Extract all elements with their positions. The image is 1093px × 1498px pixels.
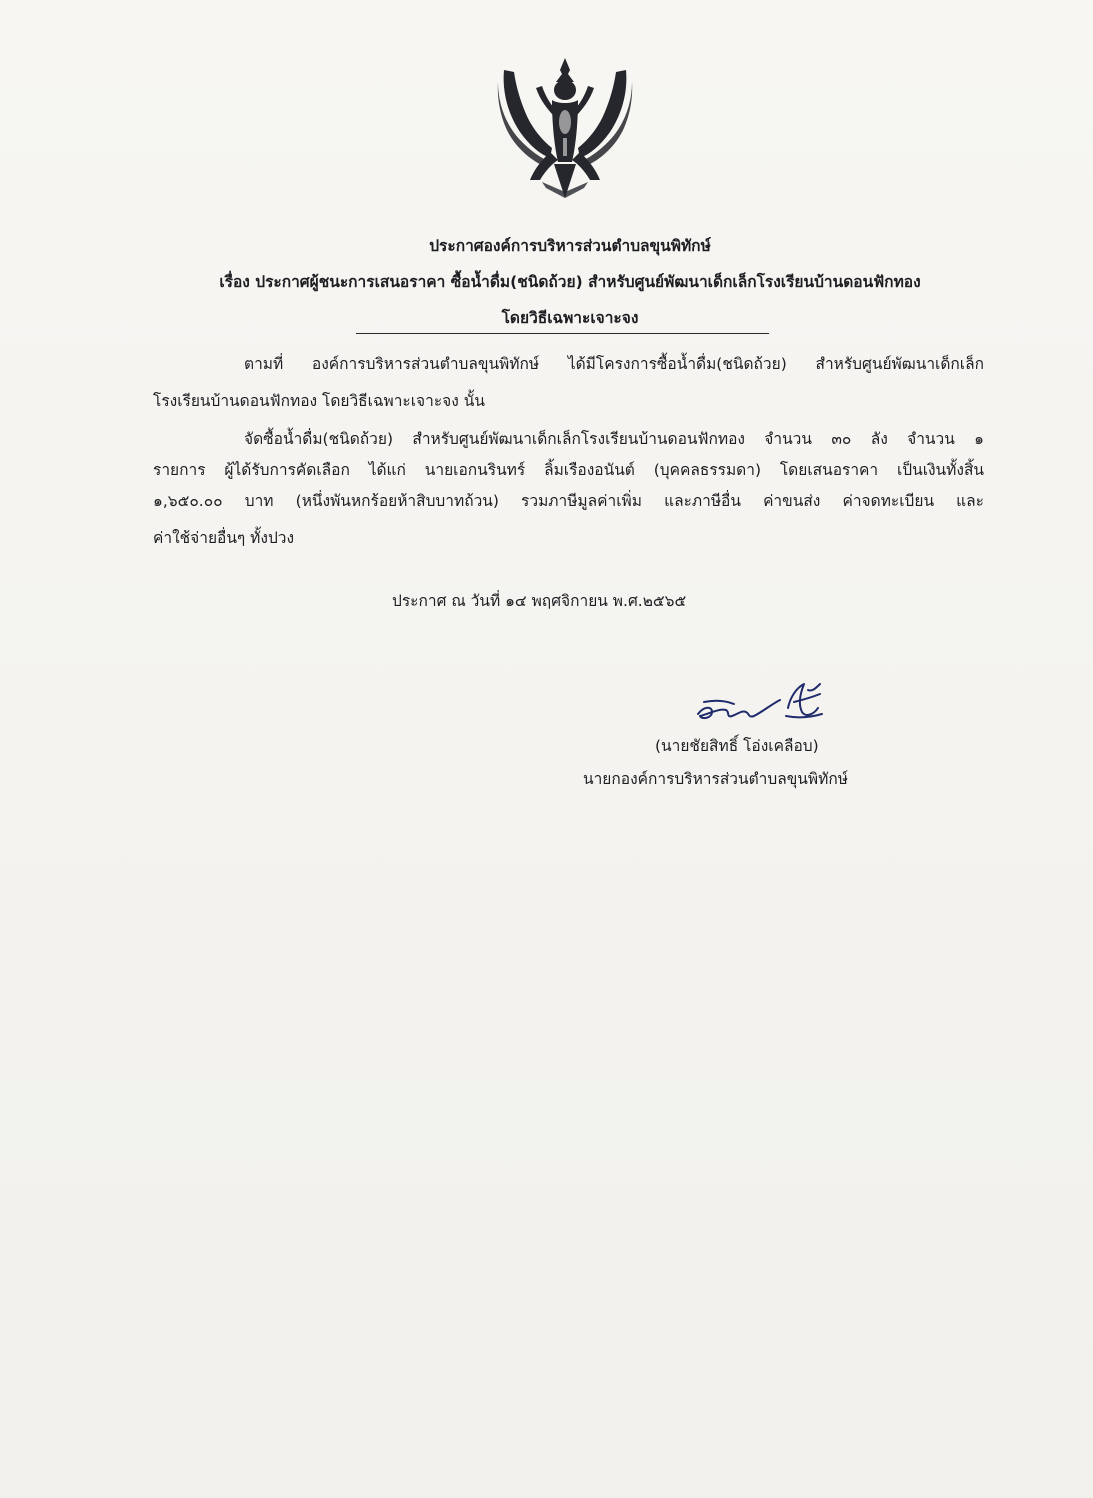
paragraph-2-line-2: รายการ ผู้ได้รับการคัดเลือก ได้แก่ นายเอกนรินทร์ ลิ้มเรืองอนันต์ (บุคคลธรรมดา) โดยเสนอราคา เป็นเงินทั้งสิ้น	[153, 461, 984, 479]
garuda-emblem-icon	[494, 52, 636, 202]
announcement-title	[140, 228, 1000, 336]
title-divider	[356, 333, 769, 334]
title-method: โดยวิธีเฉพาะเจาะจง	[501, 309, 639, 327]
paragraph-2-line-1: จัดซื้อน้ำดื่ม(ชนิดถ้วย) สำหรับศูนย์พัฒนาเด็กเล็กโรงเรียนบ้านดอนฟักทอง จำนวน ๓๐ ลัง จำนวน ๑	[244, 430, 984, 448]
announcement-date: ประกาศ ณ วันที่ ๑๔ พฤศจิกายน พ.ศ.๒๕๖๕	[392, 592, 687, 610]
paragraph-2-line-4: ค่าใช้จ่ายอื่นๆ ทั้งปวง	[153, 529, 295, 547]
signer-name: (นายชัยสิทธิ์ โอ่งเคลือบ)	[655, 737, 819, 755]
signer-position: นายกองค์การบริหารส่วนตำบลขุนพิทักษ์	[583, 770, 848, 788]
title-subject: เรื่อง ประกาศผู้ชนะการเสนอราคา ซื้อน้ำดื่ม(ชนิดถ้วย) สำหรับศูนย์พัฒนาเด็กเล็กโรงเรียนบ้านดอนฟักทอง	[219, 273, 921, 291]
paragraph-1-line-2: โรงเรียนบ้านดอนฟักทอง โดยวิธีเฉพาะเจาะจง นั้น	[153, 392, 485, 410]
paragraph-1-line-1: ตามที่ องค์การบริหารส่วนตำบลขุนพิทักษ์ ได้มีโครงการซื้อน้ำดื่ม(ชนิดถ้วย) สำหรับศูนย์พัฒนาเด็กเล็ก	[244, 355, 984, 373]
paragraph-2-line-3: ๑,๖๕๐.๐๐ บาท (หนึ่งพันหกร้อยห้าสิบบาทถ้วน) รวมภาษีมูลค่าเพิ่ม และภาษีอื่น ค่าขนส่ง ค่าจดทะเบียน และ	[153, 492, 984, 510]
title-organization: ประกาศองค์การบริหารส่วนตำบลขุนพิทักษ์	[429, 237, 711, 255]
handwritten-signature-icon	[690, 678, 835, 728]
